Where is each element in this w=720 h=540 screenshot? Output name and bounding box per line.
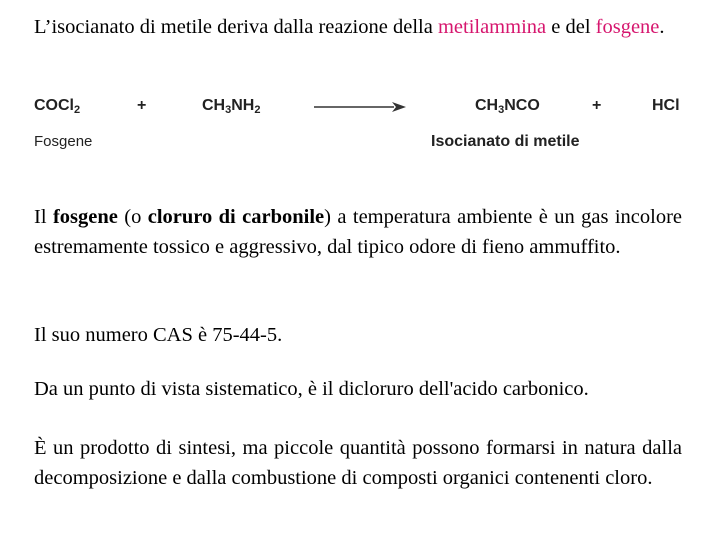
reaction-arrow-icon — [314, 100, 406, 114]
term-fosgene: fosgene — [52, 206, 118, 228]
product-hcl: HCl — [652, 97, 680, 114]
reactant-ch3nh2: $CH_3NH_2$ — [202, 97, 261, 116]
product-ch3nco: $CH_3NCO$ — [475, 97, 540, 116]
label-fosgene: Fosgene — [34, 133, 93, 150]
intro-text-2: e del — [546, 16, 596, 38]
phosgene-paragraph: Il fosgene (o cloruro di carbonile) a temperatura ambiente è un gas incolore estremamente tossico e aggressivo, dal tipico odore di fieno ammuffito. — [34, 206, 682, 258]
reaction-equation — [34, 90, 682, 160]
fosgene-link[interactable]: fosgene — [595, 16, 660, 38]
metilammina-link[interactable]: metilammina — [437, 16, 547, 38]
plus-sign-1: + — [137, 97, 147, 114]
intro-paragraph — [34, 13, 682, 43]
plus-sign-2: + — [592, 97, 602, 114]
document-page — [34, 0, 682, 540]
label-isocianato: Isocianato di metile — [431, 133, 580, 150]
term-cloruro-di-carbonile: cloruro di carbonile — [147, 206, 325, 228]
systematic-paragraph: Da un punto di vista sistematico, è il dicloruro dell'acido carbonico. — [34, 378, 589, 400]
intro-text-1: L’isocianato di metile deriva dalla reazione della — [34, 16, 438, 38]
intro-text-3: . — [659, 16, 665, 38]
reactant-cocl2: COCl$_2$ — [34, 97, 81, 116]
cas-paragraph: Il suo numero CAS è 75-44-5. — [34, 324, 283, 346]
synthesis-paragraph: È un prodotto di sintesi, ma piccole quantità possono formarsi in natura dalla decomposizione e dalla combustione di composti organici contenenti cloro. — [34, 437, 682, 489]
